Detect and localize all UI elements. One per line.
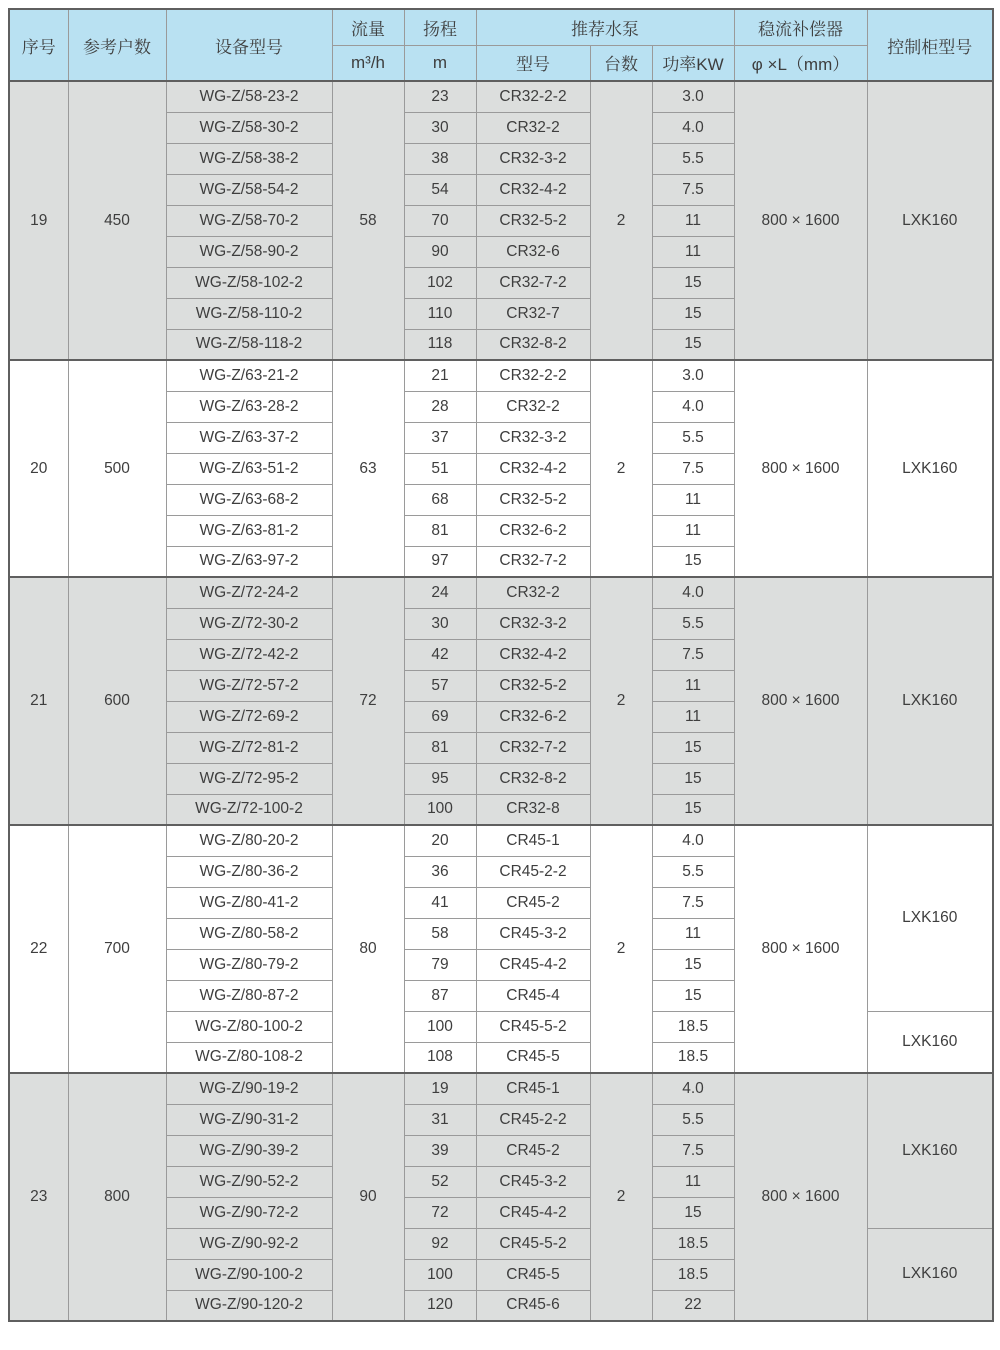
cell-pump-model: CR32-7-2 [476,546,590,577]
cell-pump-model: CR32-8 [476,794,590,825]
cell-power: 3.0 [652,81,734,112]
cell-pump-model: CR32-6 [476,236,590,267]
cell-head: 81 [404,732,476,763]
cell-model: WG-Z/58-30-2 [166,112,332,143]
cell-flow: 90 [332,1073,404,1321]
cell-serial: 23 [9,1073,68,1321]
cell-model: WG-Z/58-70-2 [166,205,332,236]
cell-power: 15 [652,732,734,763]
cell-serial: 19 [9,81,68,360]
cell-power: 4.0 [652,112,734,143]
cell-pump-model: CR32-2-2 [476,81,590,112]
cell-pump-model: CR32-6-2 [476,515,590,546]
cell-power: 4.0 [652,577,734,608]
cell-model: WG-Z/72-30-2 [166,608,332,639]
cell-serial: 22 [9,825,68,1073]
cell-head: 36 [404,856,476,887]
cell-power: 15 [652,267,734,298]
cell-power: 7.5 [652,887,734,918]
cell-model: WG-Z/72-100-2 [166,794,332,825]
cell-head: 21 [404,360,476,391]
cell-flow: 63 [332,360,404,577]
cell-head: 95 [404,763,476,794]
table-row [9,825,993,856]
cell-head: 19 [404,1073,476,1104]
cell-pump-model: CR32-2 [476,112,590,143]
cell-cabinet: LXK160 [867,825,993,1011]
table-row [9,81,993,112]
cell-model: WG-Z/90-92-2 [166,1228,332,1259]
cell-compensator: 800 × 1600 [734,81,867,360]
cell-power: 5.5 [652,856,734,887]
cell-households: 600 [68,577,166,825]
cell-power: 7.5 [652,639,734,670]
cell-model: WG-Z/80-20-2 [166,825,332,856]
cell-households: 800 [68,1073,166,1321]
cell-model: WG-Z/80-36-2 [166,856,332,887]
cell-pump-model: CR45-3-2 [476,918,590,949]
cell-head: 120 [404,1290,476,1321]
cell-power: 4.0 [652,825,734,856]
cell-head: 110 [404,298,476,329]
cell-head: 70 [404,205,476,236]
cell-pump-model: CR32-4-2 [476,639,590,670]
cell-pump-model: CR32-5-2 [476,484,590,515]
cell-head: 118 [404,329,476,360]
cell-head: 81 [404,515,476,546]
cell-model: WG-Z/80-100-2 [166,1011,332,1042]
cell-model: WG-Z/58-54-2 [166,174,332,205]
cell-power: 18.5 [652,1011,734,1042]
cell-head: 92 [404,1228,476,1259]
cell-model: WG-Z/90-72-2 [166,1197,332,1228]
col-header-model: 设备型号 [166,9,332,81]
cell-head: 79 [404,949,476,980]
cell-power: 15 [652,949,734,980]
cell-pump-model: CR32-2 [476,391,590,422]
cell-pump-model: CR32-7-2 [476,732,590,763]
cell-cabinet: LXK160 [867,1011,993,1073]
cell-model: WG-Z/90-100-2 [166,1259,332,1290]
cell-power: 4.0 [652,391,734,422]
cell-pump-model: CR45-5-2 [476,1011,590,1042]
col-header-head: 扬程 [404,9,476,45]
cell-power: 15 [652,546,734,577]
cell-compensator: 800 × 1600 [734,825,867,1073]
cell-model: WG-Z/63-81-2 [166,515,332,546]
cell-pump-model: CR45-6 [476,1290,590,1321]
cell-pump-model: CR32-5-2 [476,670,590,701]
cell-pump-model: CR45-5-2 [476,1228,590,1259]
cell-model: WG-Z/80-79-2 [166,949,332,980]
cell-pump-model: CR32-4-2 [476,453,590,484]
cell-power: 7.5 [652,453,734,484]
cell-model: WG-Z/72-95-2 [166,763,332,794]
cell-power: 18.5 [652,1228,734,1259]
cell-head: 30 [404,112,476,143]
cell-model: WG-Z/80-58-2 [166,918,332,949]
cell-head: 100 [404,794,476,825]
cell-power: 4.0 [652,1073,734,1104]
cell-pump-model: CR45-2-2 [476,1104,590,1135]
cell-model: WG-Z/63-51-2 [166,453,332,484]
cell-model: WG-Z/63-21-2 [166,360,332,391]
cell-power: 15 [652,1197,734,1228]
cell-head: 28 [404,391,476,422]
cell-model: WG-Z/63-97-2 [166,546,332,577]
cell-pump-model: CR32-6-2 [476,701,590,732]
cell-head: 38 [404,143,476,174]
cell-pump-model: CR45-4-2 [476,1197,590,1228]
cell-head: 87 [404,980,476,1011]
cell-model: WG-Z/63-68-2 [166,484,332,515]
col-header-flow: 流量 [332,9,404,45]
cell-serial: 20 [9,360,68,577]
cell-power: 15 [652,298,734,329]
cell-power: 15 [652,329,734,360]
cell-model: WG-Z/90-52-2 [166,1166,332,1197]
cell-households: 700 [68,825,166,1073]
cell-households: 500 [68,360,166,577]
col-header-head-unit: m [404,45,476,81]
cell-pump-count: 2 [590,81,652,360]
cell-model: WG-Z/80-108-2 [166,1042,332,1073]
col-header-compensator: 稳流补偿器 [734,9,867,45]
cell-head: 31 [404,1104,476,1135]
cell-head: 52 [404,1166,476,1197]
cell-pump-model: CR45-1 [476,825,590,856]
cell-cabinet: LXK160 [867,1228,993,1321]
cell-head: 24 [404,577,476,608]
cell-power: 11 [652,918,734,949]
cell-pump-model: CR32-2-2 [476,360,590,391]
cell-power: 5.5 [652,422,734,453]
cell-power: 5.5 [652,1104,734,1135]
cell-head: 23 [404,81,476,112]
cell-pump-model: CR45-5 [476,1259,590,1290]
cell-pump-model: CR32-4-2 [476,174,590,205]
cell-model: WG-Z/90-39-2 [166,1135,332,1166]
cell-pump-model: CR32-3-2 [476,143,590,174]
cell-pump-model: CR32-5-2 [476,205,590,236]
cell-pump-model: CR32-8-2 [476,329,590,360]
cell-cabinet: LXK160 [867,360,993,577]
cell-model: WG-Z/72-42-2 [166,639,332,670]
cell-power: 15 [652,794,734,825]
cell-model: WG-Z/63-37-2 [166,422,332,453]
col-header-pump-model: 型号 [476,45,590,81]
col-header-cabinet: 控制柜型号 [867,9,993,81]
cell-head: 54 [404,174,476,205]
cell-head: 20 [404,825,476,856]
cell-power: 11 [652,236,734,267]
cell-head: 97 [404,546,476,577]
cell-model: WG-Z/63-28-2 [166,391,332,422]
cell-head: 57 [404,670,476,701]
cell-pump-model: CR45-2-2 [476,856,590,887]
cell-model: WG-Z/90-120-2 [166,1290,332,1321]
cell-pump-model: CR32-7 [476,298,590,329]
cell-model: WG-Z/72-24-2 [166,577,332,608]
cell-cabinet: LXK160 [867,81,993,360]
cell-head: 108 [404,1042,476,1073]
cell-model: WG-Z/72-81-2 [166,732,332,763]
cell-cabinet: LXK160 [867,1073,993,1228]
cell-flow: 80 [332,825,404,1073]
cell-pump-count: 2 [590,360,652,577]
cell-head: 39 [404,1135,476,1166]
cell-power: 11 [652,701,734,732]
cell-model: WG-Z/58-110-2 [166,298,332,329]
cell-head: 68 [404,484,476,515]
cell-pump-model: CR32-7-2 [476,267,590,298]
cell-power: 3.0 [652,360,734,391]
cell-power: 18.5 [652,1042,734,1073]
cell-compensator: 800 × 1600 [734,360,867,577]
cell-head: 37 [404,422,476,453]
cell-model: WG-Z/58-38-2 [166,143,332,174]
cell-flow: 72 [332,577,404,825]
cell-power: 11 [652,205,734,236]
table-body [9,81,993,1321]
pump-spec-table [8,8,994,1322]
cell-head: 30 [404,608,476,639]
cell-model: WG-Z/80-41-2 [166,887,332,918]
cell-power: 11 [652,484,734,515]
table-row [9,1073,993,1104]
cell-pump-model: CR45-2 [476,887,590,918]
cell-power: 5.5 [652,608,734,639]
cell-power: 11 [652,515,734,546]
cell-households: 450 [68,81,166,360]
cell-power: 15 [652,763,734,794]
cell-pump-model: CR32-3-2 [476,422,590,453]
cell-power: 11 [652,1166,734,1197]
cell-power: 7.5 [652,174,734,205]
cell-head: 100 [404,1011,476,1042]
cell-compensator: 800 × 1600 [734,1073,867,1321]
cell-model: WG-Z/72-57-2 [166,670,332,701]
cell-power: 22 [652,1290,734,1321]
cell-power: 5.5 [652,143,734,174]
col-header-pump-power: 功率KW [652,45,734,81]
col-header-flow-unit: m³/h [332,45,404,81]
table-row [9,577,993,608]
cell-head: 90 [404,236,476,267]
cell-head: 41 [404,887,476,918]
cell-head: 42 [404,639,476,670]
col-header-households: 参考户数 [68,9,166,81]
cell-pump-model: CR32-2 [476,577,590,608]
cell-pump-model: CR32-3-2 [476,608,590,639]
cell-compensator: 800 × 1600 [734,577,867,825]
cell-head: 58 [404,918,476,949]
cell-pump-model: CR45-1 [476,1073,590,1104]
col-header-compensator-unit: φ ×L（mm） [734,45,867,81]
cell-head: 69 [404,701,476,732]
cell-power: 18.5 [652,1259,734,1290]
cell-head: 51 [404,453,476,484]
cell-power: 7.5 [652,1135,734,1166]
cell-model: WG-Z/58-90-2 [166,236,332,267]
cell-head: 102 [404,267,476,298]
cell-pump-count: 2 [590,1073,652,1321]
table-header [9,9,993,81]
cell-model: WG-Z/90-31-2 [166,1104,332,1135]
cell-pump-model: CR45-5 [476,1042,590,1073]
cell-serial: 21 [9,577,68,825]
cell-power: 15 [652,980,734,1011]
cell-pump-model: CR45-4 [476,980,590,1011]
col-header-serial: 序号 [9,9,68,81]
cell-head: 100 [404,1259,476,1290]
cell-model: WG-Z/58-23-2 [166,81,332,112]
header-row-main [9,9,993,45]
cell-pump-count: 2 [590,825,652,1073]
cell-pump-model: CR45-3-2 [476,1166,590,1197]
cell-power: 11 [652,670,734,701]
cell-pump-count: 2 [590,577,652,825]
cell-model: WG-Z/58-118-2 [166,329,332,360]
cell-model: WG-Z/58-102-2 [166,267,332,298]
table-row [9,360,993,391]
col-header-pump-group: 推荐水泵 [476,9,734,45]
col-header-pump-count: 台数 [590,45,652,81]
cell-model: WG-Z/80-87-2 [166,980,332,1011]
cell-pump-model: CR45-4-2 [476,949,590,980]
cell-pump-model: CR45-2 [476,1135,590,1166]
cell-flow: 58 [332,81,404,360]
cell-model: WG-Z/72-69-2 [166,701,332,732]
cell-pump-model: CR32-8-2 [476,763,590,794]
cell-head: 72 [404,1197,476,1228]
cell-cabinet: LXK160 [867,577,993,825]
cell-model: WG-Z/90-19-2 [166,1073,332,1104]
